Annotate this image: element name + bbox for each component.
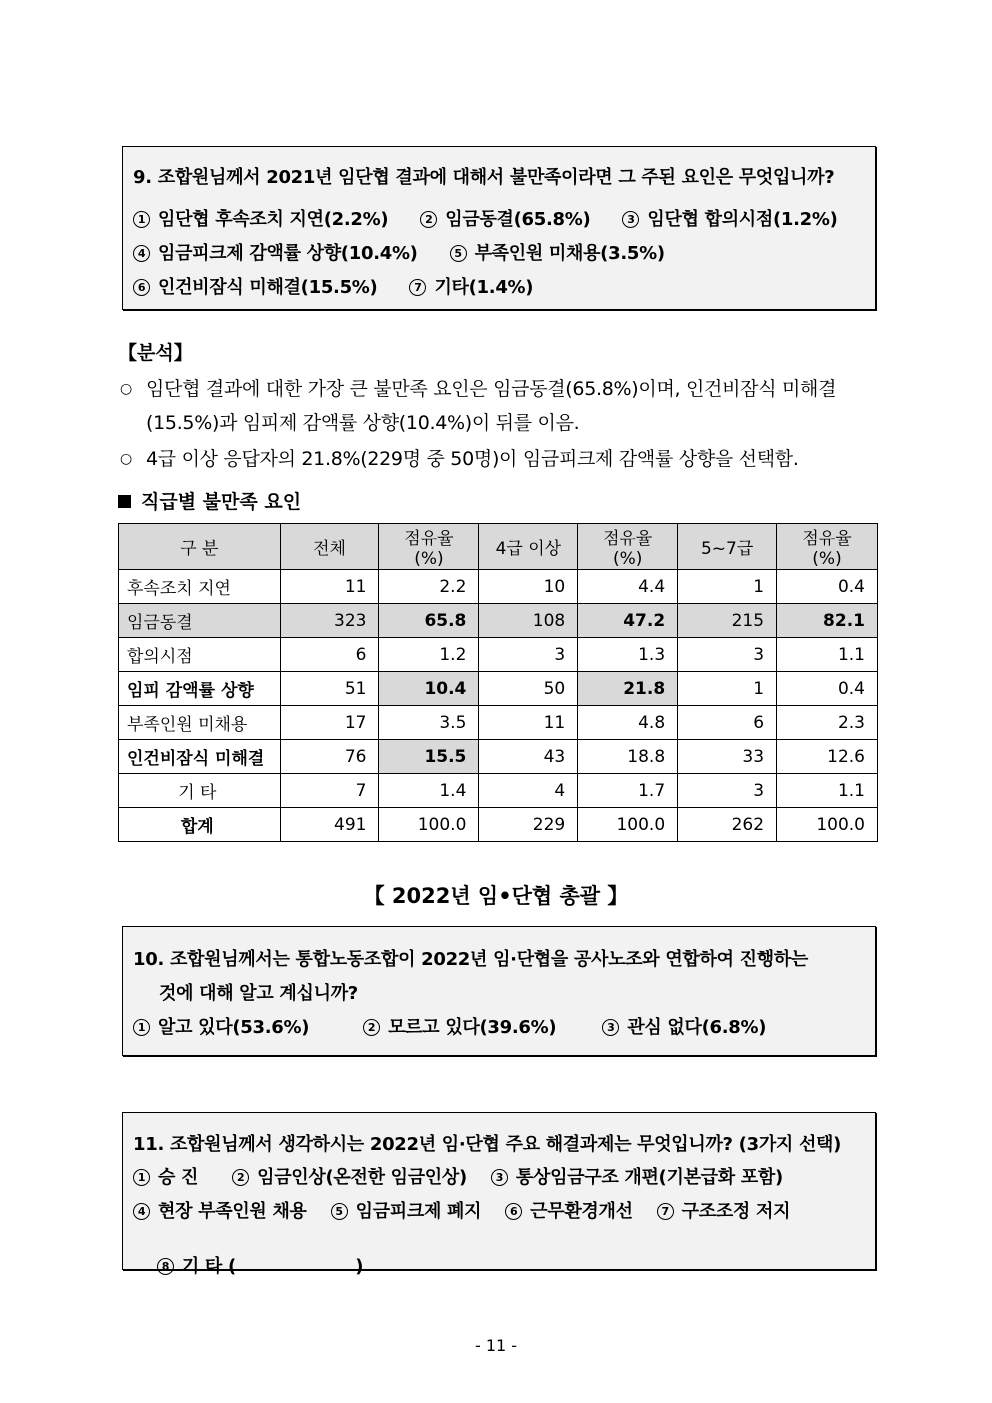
option-label: 모르고 있다(39.6%)	[388, 1017, 557, 1038]
option-2[interactable]	[232, 1163, 467, 1189]
question-9-text: 9. 조합원님께서 2021년 임단협 결과에 대해서 불만족이라면 그 주된 요인은 무엇입니까?	[133, 167, 835, 188]
table-cell: 6	[678, 706, 777, 740]
table-cell: 215	[678, 604, 777, 638]
question-9-options-row-2	[133, 239, 691, 265]
column-header: 5~7급	[678, 524, 777, 570]
table-cell: 0.4	[777, 570, 878, 604]
option-label: 알고 있다(53.6%)	[158, 1017, 310, 1038]
table-cell: 2.3	[777, 706, 878, 740]
table-row	[119, 604, 878, 638]
circled-number-icon: 6	[133, 279, 150, 296]
circled-number-icon: 6	[505, 1203, 522, 1220]
option-5[interactable]	[450, 239, 665, 265]
table-cell: 50	[479, 672, 578, 706]
table-cell: 18.8	[578, 740, 678, 774]
circled-number-icon: 5	[450, 245, 467, 262]
circled-number-icon: 4	[133, 245, 150, 262]
column-header: 전체	[280, 524, 379, 570]
black-square-icon	[118, 495, 131, 508]
table-cell: 10.4	[379, 672, 479, 706]
analysis-text: 임단협 결과에 대한 가장 큰 불만족 요인은 임금동결(65.8%)이며, 인건비잠식 미해결	[146, 378, 837, 400]
column-header: 점유율(%)	[777, 524, 878, 570]
table-cell: 323	[280, 604, 379, 638]
column-header: 4급 이상	[479, 524, 578, 570]
circled-number-icon: 2	[420, 211, 437, 228]
analysis-text: 4급 이상 응답자의 21.8%(229명 중 50명)이 임금피크제 감액률 상향을 선택함.	[146, 448, 799, 470]
table-cell: 1.3	[578, 638, 678, 672]
circled-number-icon: 7	[409, 279, 426, 296]
option-2[interactable]	[363, 1013, 556, 1039]
table-cell: 1	[678, 672, 777, 706]
summary-heading: 【 2022년 임•단협 총괄 】	[363, 884, 629, 908]
option-8[interactable]	[157, 1252, 363, 1278]
question-11-options-row-2	[133, 1197, 790, 1223]
option-3[interactable]	[602, 1013, 766, 1039]
option-label: 현장 부족인원 채용	[158, 1201, 307, 1222]
option-label: 인건비잠식 미해결(15.5%)	[158, 277, 378, 298]
table-cell: 3.5	[379, 706, 479, 740]
option-label: 구조조정 저지	[681, 1201, 791, 1222]
row-label: 합계	[119, 808, 281, 842]
table-row	[119, 706, 878, 740]
circled-number-icon: 2	[363, 1019, 380, 1036]
option-3[interactable]	[491, 1163, 783, 1189]
row-label: 기 타	[119, 774, 281, 808]
circled-number-icon: 2	[232, 1169, 249, 1186]
analysis-bullet-1-continued: (15.5%)과 임피제 감액률 상향(10.4%)이 뒤를 이음.	[146, 412, 580, 434]
table-cell: 82.1	[777, 604, 878, 638]
table-cell: 15.5	[379, 740, 479, 774]
table-cell: 2.2	[379, 570, 479, 604]
table-cell: 7	[280, 774, 379, 808]
option-7[interactable]	[657, 1197, 791, 1223]
analysis-bullet-1	[120, 374, 836, 401]
table-cell: 43	[479, 740, 578, 774]
question-10-text-line-1: 10. 조합원님께서는 통합노동조합이 2022년 임·단협을 공사노조와 연합하여 진행하는	[133, 949, 809, 970]
table-row	[119, 740, 878, 774]
table-cell: 12.6	[777, 740, 878, 774]
table-cell: 100.0	[777, 808, 878, 842]
row-label: 임금동결	[119, 604, 281, 638]
option-label: 임금인상(온전한 임금인상)	[257, 1167, 467, 1188]
question-9-options-row-3	[133, 273, 559, 299]
analysis-heading: 【분석】	[118, 342, 193, 364]
table-cell: 1.1	[777, 774, 878, 808]
table-cell: 4.4	[578, 570, 678, 604]
option-6[interactable]	[133, 273, 377, 299]
page-number: - 11 -	[474, 1336, 518, 1355]
question-11-options-row-1	[133, 1163, 809, 1189]
option-3[interactable]	[622, 205, 837, 231]
table-cell: 0.4	[777, 672, 878, 706]
table-cell: 4.8	[578, 706, 678, 740]
table-cell: 100.0	[578, 808, 678, 842]
circle-bullet-icon: ○	[120, 451, 132, 467]
row-label: 부족인원 미채용	[119, 706, 281, 740]
circled-number-icon: 7	[657, 1203, 674, 1220]
option-label: 임금피크제 폐지	[355, 1201, 482, 1222]
table-cell: 100.0	[379, 808, 479, 842]
circle-bullet-icon: ○	[120, 381, 132, 397]
option-1[interactable]	[133, 205, 388, 231]
dissatisfaction-by-grade-table	[118, 523, 878, 842]
option-label: 기타(1.4%)	[434, 277, 534, 298]
option-label: 임단협 합의시점(1.2%)	[647, 209, 838, 230]
option-1[interactable]	[133, 1163, 198, 1189]
question-11-box	[122, 1112, 876, 1277]
option-4[interactable]	[133, 239, 418, 265]
option-label: 관심 없다(6.8%)	[627, 1017, 767, 1038]
table-row	[119, 672, 878, 706]
circled-number-icon: 1	[133, 1019, 150, 1036]
column-header: 점유율(%)	[379, 524, 479, 570]
table-cell: 1.7	[578, 774, 678, 808]
question-9-box	[122, 146, 876, 310]
row-label: 인건비잠식 미해결	[119, 740, 281, 774]
table-cell: 3	[678, 774, 777, 808]
circled-number-icon: 3	[602, 1019, 619, 1036]
question-10-text-line-2: 것에 대해 알고 계십니까?	[159, 983, 358, 1004]
table-cell: 491	[280, 808, 379, 842]
analysis-bullet-2	[120, 444, 799, 471]
table-cell: 262	[678, 808, 777, 842]
section-heading-text: 직급별 불만족 요인	[141, 491, 302, 513]
option-4[interactable]	[133, 1197, 307, 1223]
table-cell: 65.8	[379, 604, 479, 638]
option-label: 기 타 ( )	[181, 1256, 364, 1277]
table-cell: 11	[280, 570, 379, 604]
circled-number-icon: 8	[157, 1258, 174, 1275]
circled-number-icon: 3	[622, 211, 639, 228]
table-cell: 108	[479, 604, 578, 638]
option-2[interactable]	[420, 205, 590, 231]
table-cell: 3	[678, 638, 777, 672]
option-label: 임금동결(65.8%)	[445, 209, 591, 230]
table-cell: 17	[280, 706, 379, 740]
option-label: 임단협 후속조치 지연(2.2%)	[158, 209, 389, 230]
option-label: 근무환경개선	[530, 1201, 633, 1222]
table-total-row	[119, 808, 878, 842]
table-cell: 1	[678, 570, 777, 604]
option-label: 승 진	[158, 1167, 199, 1188]
table-cell: 1.1	[777, 638, 878, 672]
section-heading	[118, 487, 301, 514]
question-10-box	[122, 926, 876, 1056]
table-cell: 3	[479, 638, 578, 672]
table-cell: 11	[479, 706, 578, 740]
column-header: 구 분	[119, 524, 281, 570]
table-cell: 76	[280, 740, 379, 774]
column-header: 점유율(%)	[578, 524, 678, 570]
table-cell: 47.2	[578, 604, 678, 638]
table-cell: 21.8	[578, 672, 678, 706]
table-row	[119, 638, 878, 672]
row-label: 후속조치 지연	[119, 570, 281, 604]
circled-number-icon: 1	[133, 1169, 150, 1186]
option-1[interactable]	[133, 1013, 309, 1039]
table-header-row	[119, 524, 878, 570]
option-label: 부족인원 미채용(3.5%)	[474, 243, 665, 264]
option-label: 임금피크제 감액률 상향(10.4%)	[158, 243, 418, 264]
question-11-text: 11. 조합원님께서 생각하시는 2022년 임·단협 주요 해결과제는 무엇입니까? (3가지 선택)	[133, 1134, 842, 1155]
circled-number-icon: 5	[331, 1203, 348, 1220]
table-row	[119, 570, 878, 604]
table-cell: 1.4	[379, 774, 479, 808]
table-cell: 1.2	[379, 638, 479, 672]
table-cell: 4	[479, 774, 578, 808]
question-10-options-row	[133, 1013, 792, 1039]
option-7[interactable]	[409, 273, 533, 299]
row-label: 합의시점	[119, 638, 281, 672]
option-6[interactable]	[505, 1197, 633, 1223]
circled-number-icon: 3	[491, 1169, 508, 1186]
table-cell: 6	[280, 638, 379, 672]
table-cell: 229	[479, 808, 578, 842]
option-label: 통상임금구조 개편(기본급화 포함)	[515, 1167, 783, 1188]
table-row	[119, 774, 878, 808]
table-cell: 10	[479, 570, 578, 604]
question-9-options-row-1	[133, 205, 864, 231]
option-5[interactable]	[331, 1197, 482, 1223]
circled-number-icon: 1	[133, 211, 150, 228]
table-cell: 33	[678, 740, 777, 774]
row-label: 임피 감액률 상향	[119, 672, 281, 706]
table-cell: 51	[280, 672, 379, 706]
circled-number-icon: 4	[133, 1203, 150, 1220]
question-11-options-row-3	[133, 1231, 389, 1299]
